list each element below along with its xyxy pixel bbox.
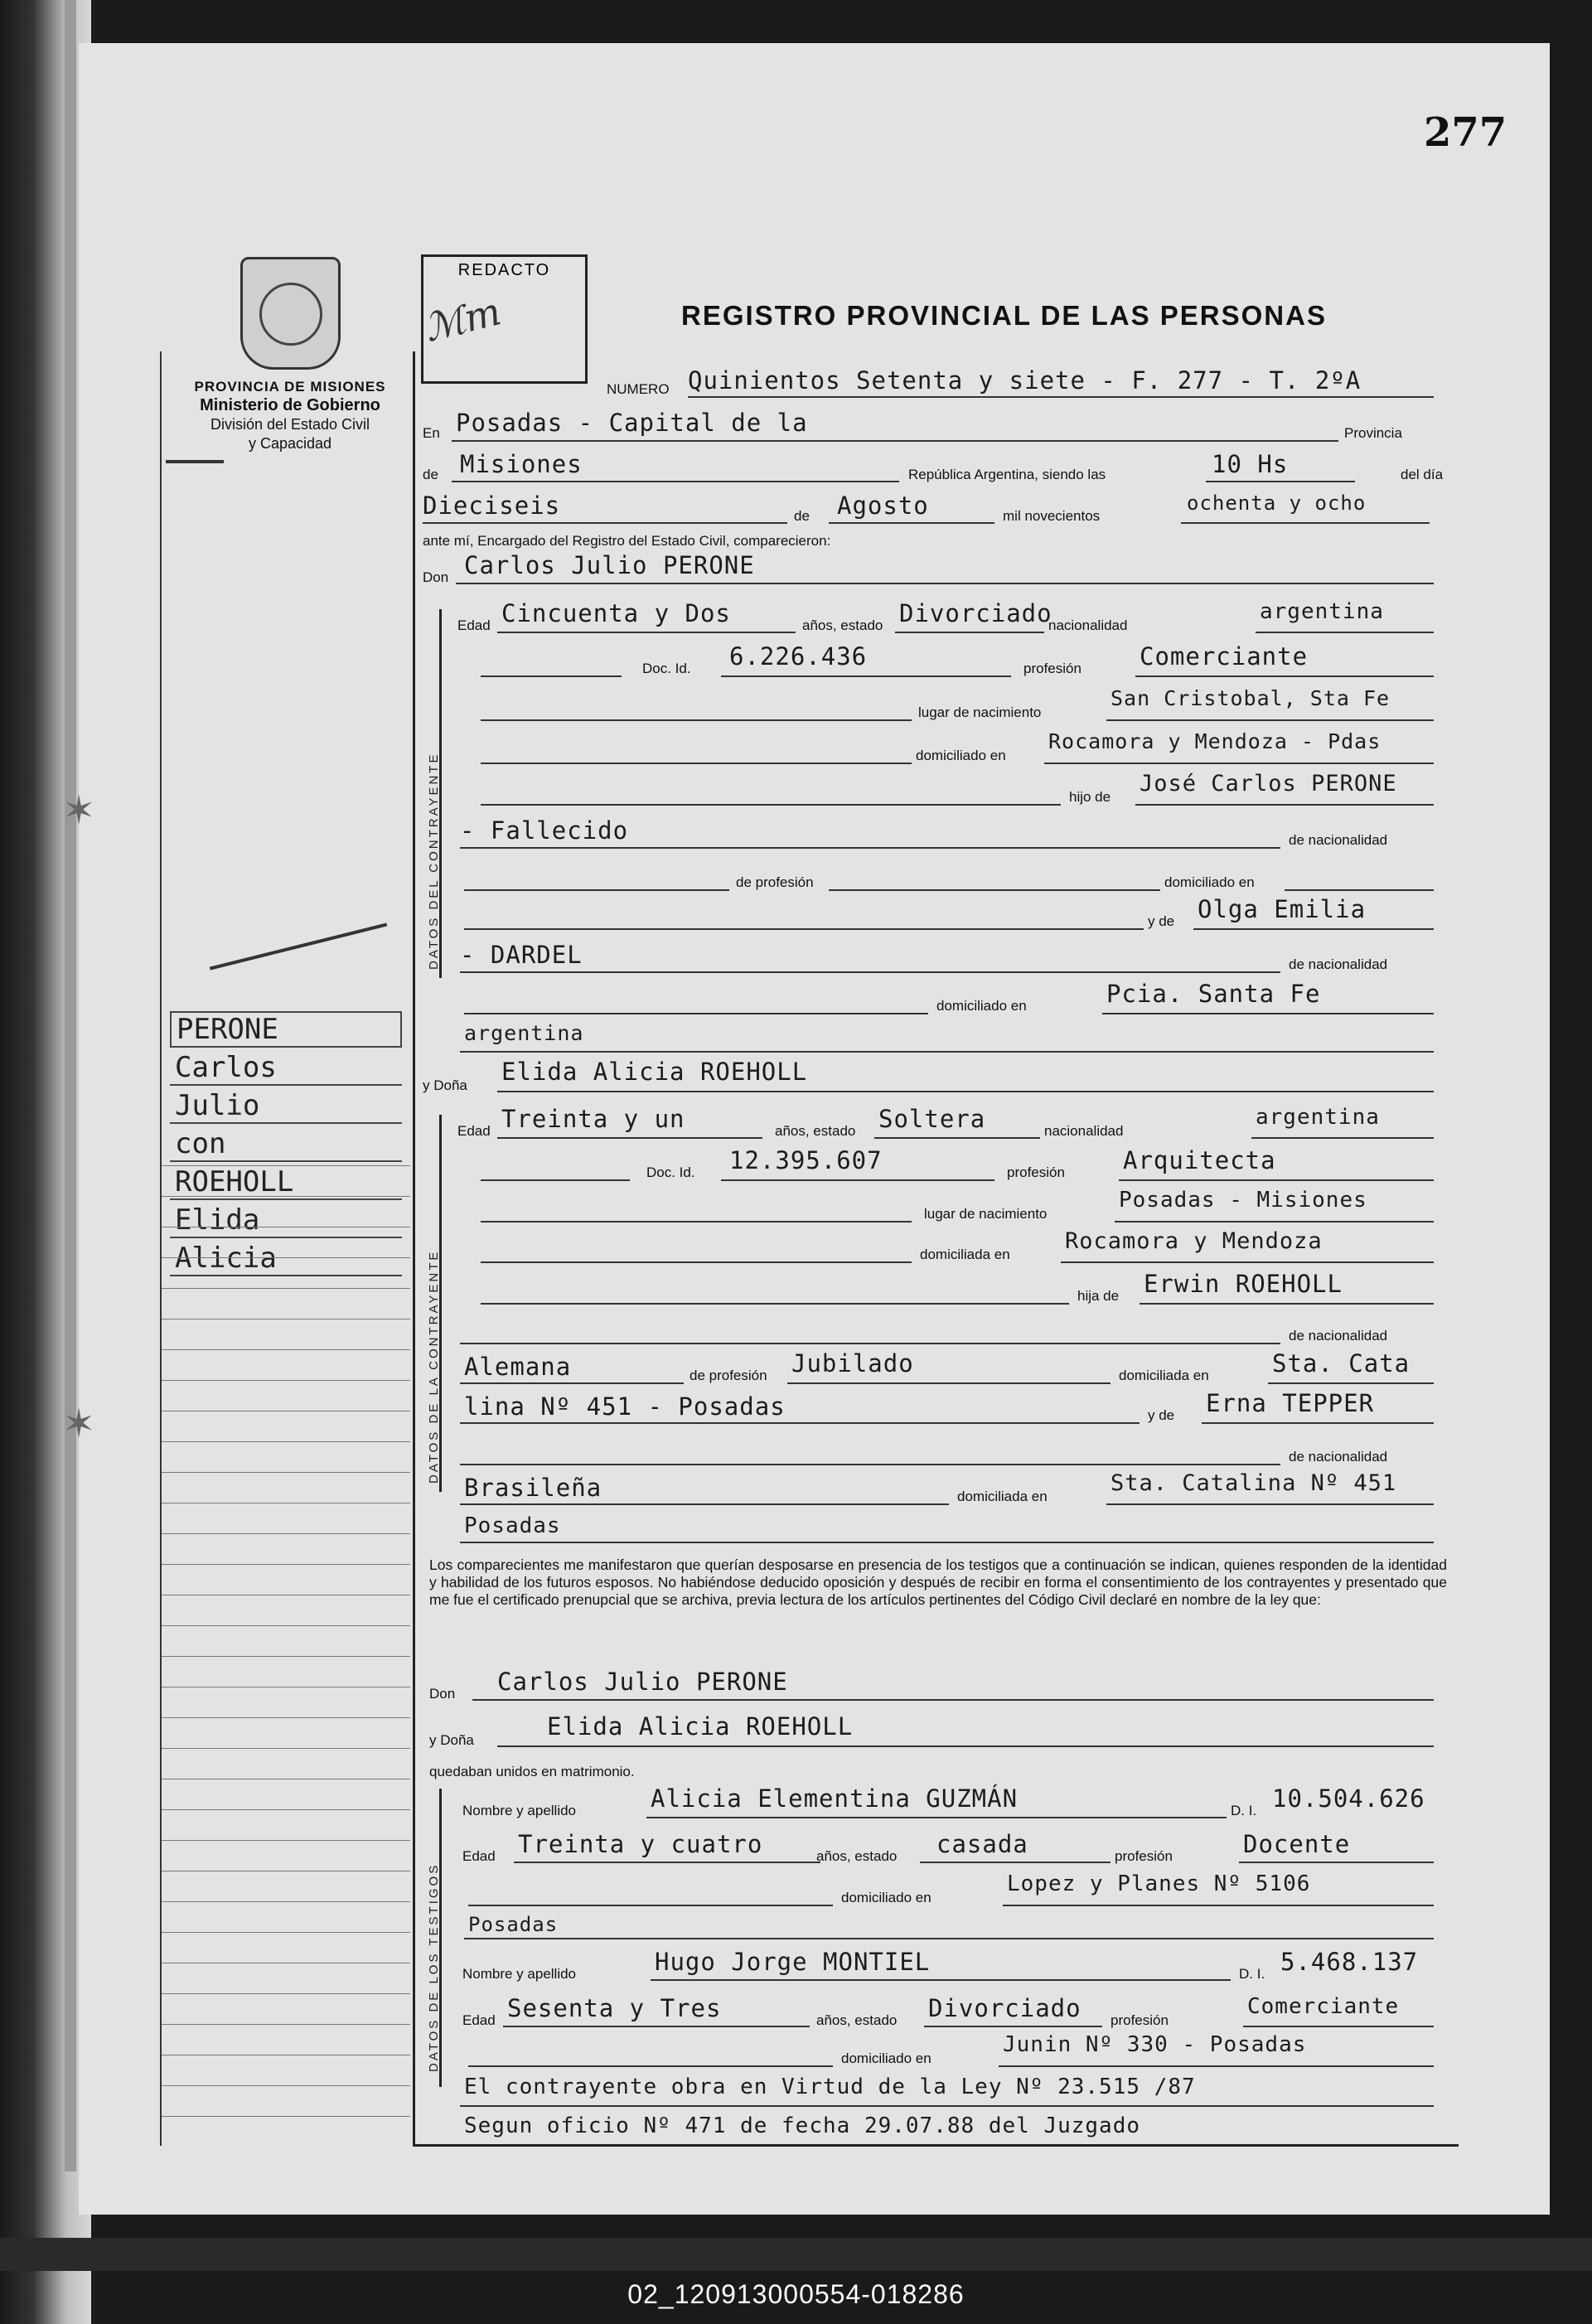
line (460, 1464, 1280, 1465)
line (514, 1862, 820, 1863)
line (1044, 763, 1434, 764)
line (497, 1745, 1434, 1747)
stitch-mark: ✶ (62, 1402, 96, 1446)
value-madre-apellido: - DARDEL (460, 941, 583, 969)
margin-name: ROEHOLL (170, 1165, 402, 1200)
label-mil-novecientos: mil novecientos (1003, 508, 1101, 524)
value-t1-nombre: Alicia Elementina GUZMÁN (651, 1784, 1019, 1813)
label-nacionalidad: nacionalidad (1048, 617, 1128, 633)
line (452, 440, 1338, 442)
label-doc: Doc. Id. (642, 661, 691, 676)
label-doc-2: Doc. Id. (646, 1164, 695, 1180)
line (481, 1303, 1069, 1305)
value-domicilio2: Rocamora y Mendoza (1065, 1228, 1323, 1254)
ministry-name: Ministerio de Gobierno (200, 396, 380, 414)
line (1106, 1503, 1434, 1505)
value-profesion2: Arquitecta (1123, 1146, 1276, 1174)
divider (166, 460, 224, 463)
value-don: Carlos Julio PERONE (464, 551, 755, 579)
line (464, 928, 1144, 930)
line (497, 1091, 1434, 1092)
label-hija-de: hija de (1077, 1288, 1120, 1304)
line (999, 2065, 1434, 2067)
label-domiciliada: domiciliada en (920, 1247, 1010, 1262)
value-t2-prof: Comerciante (1247, 1994, 1400, 2019)
value-madre-domicilio: Pcia. Santa Fe (1106, 980, 1321, 1008)
value-lugar2: Posadas - Misiones (1119, 1188, 1367, 1213)
label-y-de: y de (1148, 913, 1175, 929)
label-don: Don (423, 569, 449, 585)
label-profesion-t1: profesión (1115, 1848, 1173, 1864)
line (1239, 1862, 1434, 1863)
value-madre2-dom: Sta. Catalina Nº 451 (1111, 1470, 1397, 1496)
value-padre2-dom2: lina Nº 451 - Posadas (464, 1392, 786, 1421)
line (721, 1179, 994, 1181)
value-padre2-prof: Jubilado (791, 1349, 914, 1377)
label-edad-2: Edad (457, 1123, 491, 1139)
line (497, 632, 796, 633)
label-anos-estado-2: años, estado (775, 1123, 856, 1139)
book-binding (65, 0, 76, 2171)
label-domiciliado-madre: domiciliado en (936, 998, 1027, 1014)
label-ante-mi: ante mí, Encargado del Registro del Estado Civil, comparecieron: (423, 533, 831, 549)
label-provincia: Provincia (1344, 425, 1402, 441)
label-edad-t1: Edad (462, 1848, 496, 1864)
line (1193, 928, 1434, 930)
value-doc: 6.226.436 (729, 642, 868, 671)
label-republica: República Argentina, siendo las (908, 467, 1106, 482)
label-hijo-de: hijo de (1069, 789, 1111, 805)
label-domiciliado: domiciliado en (916, 748, 1006, 763)
line (468, 2065, 833, 2067)
label-de-nacionalidad-2: de nacionalidad (1289, 956, 1388, 972)
label-lugar: lugar de nacimiento (918, 704, 1042, 720)
province-name: PROVINCIA DE MISIONES (194, 379, 386, 395)
line (688, 396, 1434, 398)
value-t2-edad: Sesenta y Tres (507, 1994, 722, 2022)
line (423, 522, 787, 524)
line (829, 522, 994, 524)
label-y-dona: y Doña (423, 1077, 467, 1093)
line (464, 889, 729, 891)
value-nacionalidad: argentina (1260, 599, 1384, 624)
value-estado: Divorciado (899, 599, 1052, 627)
line (1268, 1382, 1434, 1384)
line (460, 1343, 1280, 1344)
line (1285, 889, 1434, 891)
line (1119, 1179, 1434, 1181)
label-en: En (423, 425, 440, 441)
line (1003, 1905, 1434, 1906)
line (874, 1137, 1040, 1139)
section-label-contrayenta: DATOS DE LA CONTRAYENTE (427, 1249, 441, 1484)
line (1135, 675, 1434, 677)
section-label-contrayente: DATOS DEL CONTRAYENTE (427, 752, 441, 970)
label-anos-estado: años, estado (802, 617, 883, 633)
label-nacionalidad-2: nacionalidad (1044, 1123, 1124, 1139)
line (481, 675, 622, 677)
division-name-2: y Capacidad (248, 435, 332, 452)
line (460, 1051, 1434, 1053)
label-lugar-2: lugar de nacimiento (924, 1206, 1048, 1222)
declaration-paragraph: Los comparecientes me manifestaron que querían desposarse en presencia de los testigos que a continuación se indican, quienes responden de la identidad y habilidad de los futuros esposos. No habiéndose deducido oposición y después de recibir en forma el consentimiento de los contrayentes y presentado que me fue el certificado prenupcial que se archiva, previa lectura de los artículos pertinentes del Código Civil declaré en nombre de la ley que: (429, 1557, 1447, 1608)
label-domiciliado-t1: domiciliado en (841, 1890, 931, 1905)
line (1206, 481, 1355, 482)
label-domiciliada-3: domiciliada en (957, 1489, 1048, 1504)
label-di: D. I. (1231, 1803, 1257, 1818)
line (829, 889, 1160, 891)
label-nombre-apellido-2: Nombre y apellido (462, 1966, 577, 1982)
line (1115, 1221, 1434, 1223)
value-domicilio: Rocamora y Mendoza - Pdas (1048, 729, 1382, 753)
frame-bottom (413, 2144, 1459, 2147)
frame-left (413, 351, 415, 2146)
signature: ℳm (419, 288, 506, 351)
label-de-nacionalidad-3: de nacionalidad (1289, 1328, 1388, 1344)
line (460, 1422, 1140, 1424)
line (464, 1938, 1434, 1939)
line (924, 2026, 1102, 2027)
margin-name: PERONE (170, 1011, 402, 1048)
line (1256, 632, 1434, 633)
label-del-dia: del día (1401, 467, 1444, 482)
value-dona-final: Elida Alicia ROEHOLL (547, 1712, 854, 1741)
value-doc2: 12.395.607 (729, 1146, 883, 1174)
label-anos-estado-t1: años, estado (816, 1848, 898, 1864)
line (481, 1221, 912, 1223)
line (1202, 1422, 1434, 1424)
label-domiciliada-2: domiciliada en (1119, 1368, 1209, 1383)
value-hijo-de: José Carlos PERONE (1140, 771, 1397, 796)
value-numero: Quinientos Setenta y siete - F. 277 - T. 2ºA (688, 366, 1362, 395)
value-provincia: Misiones (460, 450, 583, 478)
line (464, 1013, 928, 1014)
label-nombre-apellido: Nombre y apellido (462, 1803, 577, 1818)
line (503, 2026, 810, 2027)
value-madre2: Erna TEPPER (1206, 1389, 1375, 1417)
line (721, 675, 1011, 677)
value-madre: Olga Emilia (1198, 895, 1367, 923)
value-padre-estado: - Fallecido (460, 816, 629, 845)
margin-ruled-lines (162, 1135, 410, 2117)
label-de-profesion-2: de profesión (690, 1368, 767, 1383)
line (1135, 804, 1434, 806)
page-shadow (0, 0, 91, 2324)
line (646, 1817, 1227, 1818)
line (481, 1261, 912, 1263)
line (1251, 1137, 1434, 1139)
value-t2-estado: Divorciado (928, 1994, 1081, 2022)
redacto-label: REDACTO (457, 261, 551, 279)
value-t2-nombre: Hugo Jorge MONTIEL (655, 1948, 931, 1976)
scan-bottom-edge (0, 2238, 1592, 2271)
label-y-de-2: y de (1148, 1407, 1175, 1423)
value-mes: Agosto (837, 491, 929, 520)
issuer-block (166, 377, 414, 453)
section-label-testigos: DATOS DE LOS TESTIGOS (427, 1862, 441, 2072)
margin-name: Elida (170, 1203, 402, 1238)
line (1181, 522, 1430, 524)
value-madre2-dom2: Posadas (464, 1513, 561, 1538)
line (452, 481, 899, 482)
line (497, 1137, 762, 1139)
label-y-dona-2: y Doña (429, 1732, 474, 1748)
stitch-mark: ✶ (62, 789, 96, 833)
value-madre-nac: argentina (464, 1021, 584, 1045)
label-quedaban: quedaban unidos en matrimonio. (429, 1764, 635, 1779)
value-padre2-dom: Sta. Cata (1272, 1349, 1411, 1377)
line (481, 1179, 630, 1181)
page-number: 277 (1424, 109, 1507, 156)
province-crest-icon (240, 257, 341, 370)
margin-name: Alicia (170, 1242, 402, 1276)
value-t1-doc: 10.504.626 (1272, 1784, 1425, 1813)
label-profesion-t2: profesión (1111, 2012, 1169, 2028)
value-estado2: Soltera (878, 1105, 986, 1133)
label-profesion-2: profesión (1007, 1164, 1065, 1180)
value-anio: ochenta y ocho (1187, 491, 1367, 515)
value-hora: 10 Hs (1212, 450, 1289, 478)
value-lugar: San Cristobal, Sta Fe (1111, 686, 1391, 710)
value-nacionalidad2: argentina (1256, 1105, 1380, 1130)
value-t1-dom2: Posadas (468, 1913, 559, 1936)
line (468, 1905, 833, 1906)
label-domiciliado-t2: domiciliado en (841, 2050, 931, 2066)
value-hija-de: Erwin ROEHOLL (1144, 1270, 1343, 1298)
line (460, 1542, 1434, 1543)
value-t1-dom: Lopez y Planes Nº 5106 (1007, 1871, 1311, 1896)
line (472, 1699, 1434, 1701)
line (1140, 1303, 1434, 1305)
value-profesion: Comerciante (1140, 642, 1309, 671)
label-de-nacionalidad: de nacionalidad (1289, 832, 1388, 848)
note-line-2: Segun oficio Nº 471 de fecha 29.07.88 del Juzgado (464, 2113, 1141, 2138)
division-name: División del Estado Civil (210, 416, 370, 433)
label-de-profesion: de profesión (736, 874, 814, 890)
line (1102, 1013, 1434, 1014)
line (460, 2105, 1434, 2107)
line (787, 1382, 1111, 1384)
value-madre2-nac: Brasileña (464, 1474, 602, 1502)
value-edad: Cincuenta y Dos (501, 599, 731, 627)
line (481, 804, 1061, 806)
line (920, 1862, 1111, 1863)
value-t1-estado: casada (936, 1830, 1028, 1858)
line (651, 1979, 1231, 1981)
line (481, 763, 912, 764)
value-don-final: Carlos Julio PERONE (497, 1668, 788, 1696)
value-dia: Dieciseis (423, 491, 561, 520)
line (1243, 2026, 1434, 2027)
line (481, 719, 912, 721)
value-dona: Elida Alicia ROEHOLL (501, 1058, 808, 1086)
label-de-mes: de (794, 508, 810, 524)
line (460, 847, 1280, 849)
label-di-2: D. I. (1239, 1966, 1265, 1982)
line (456, 583, 1434, 584)
value-t2-doc: 5.468.137 (1280, 1948, 1419, 1976)
value-edad2: Treinta y un (501, 1105, 685, 1133)
margin-name: con (170, 1127, 402, 1162)
margin-name: Julio (170, 1089, 402, 1124)
label-edad: Edad (457, 617, 491, 633)
value-t1-edad: Treinta y cuatro (518, 1830, 763, 1858)
value-padre2-nac: Alemana (464, 1353, 572, 1381)
line (460, 1382, 684, 1384)
scan-caption: 02_120913000554-018286 (627, 2279, 965, 2309)
line (460, 1503, 949, 1505)
label-domiciliado-en: domiciliado en (1164, 874, 1255, 890)
line (460, 971, 1280, 973)
line (1106, 719, 1434, 721)
label-profesion: profesión (1023, 661, 1081, 676)
line (895, 632, 1044, 633)
margin-name: Carlos (170, 1051, 402, 1086)
label-anos-estado-t2: años, estado (816, 2012, 898, 2028)
label-de: de (423, 467, 438, 482)
value-t1-prof: Docente (1243, 1830, 1351, 1858)
value-t2-dom: Junin Nº 330 - Posadas (1003, 2032, 1307, 2057)
value-en: Posadas - Capital de la (456, 409, 808, 437)
document-title: REGISTRO PROVINCIAL DE LAS PERSONAS (681, 300, 1327, 331)
note-line-1: El contrayente obra en Virtud de la Ley Nº 23.515 /87 (464, 2075, 1196, 2099)
line (1061, 1261, 1434, 1263)
label-de-nacionalidad-4: de nacionalidad (1289, 1449, 1388, 1465)
label-edad-t2: Edad (462, 2012, 496, 2028)
label-numero: NUMERO (607, 381, 670, 397)
label-don-final: Don (429, 1686, 456, 1702)
